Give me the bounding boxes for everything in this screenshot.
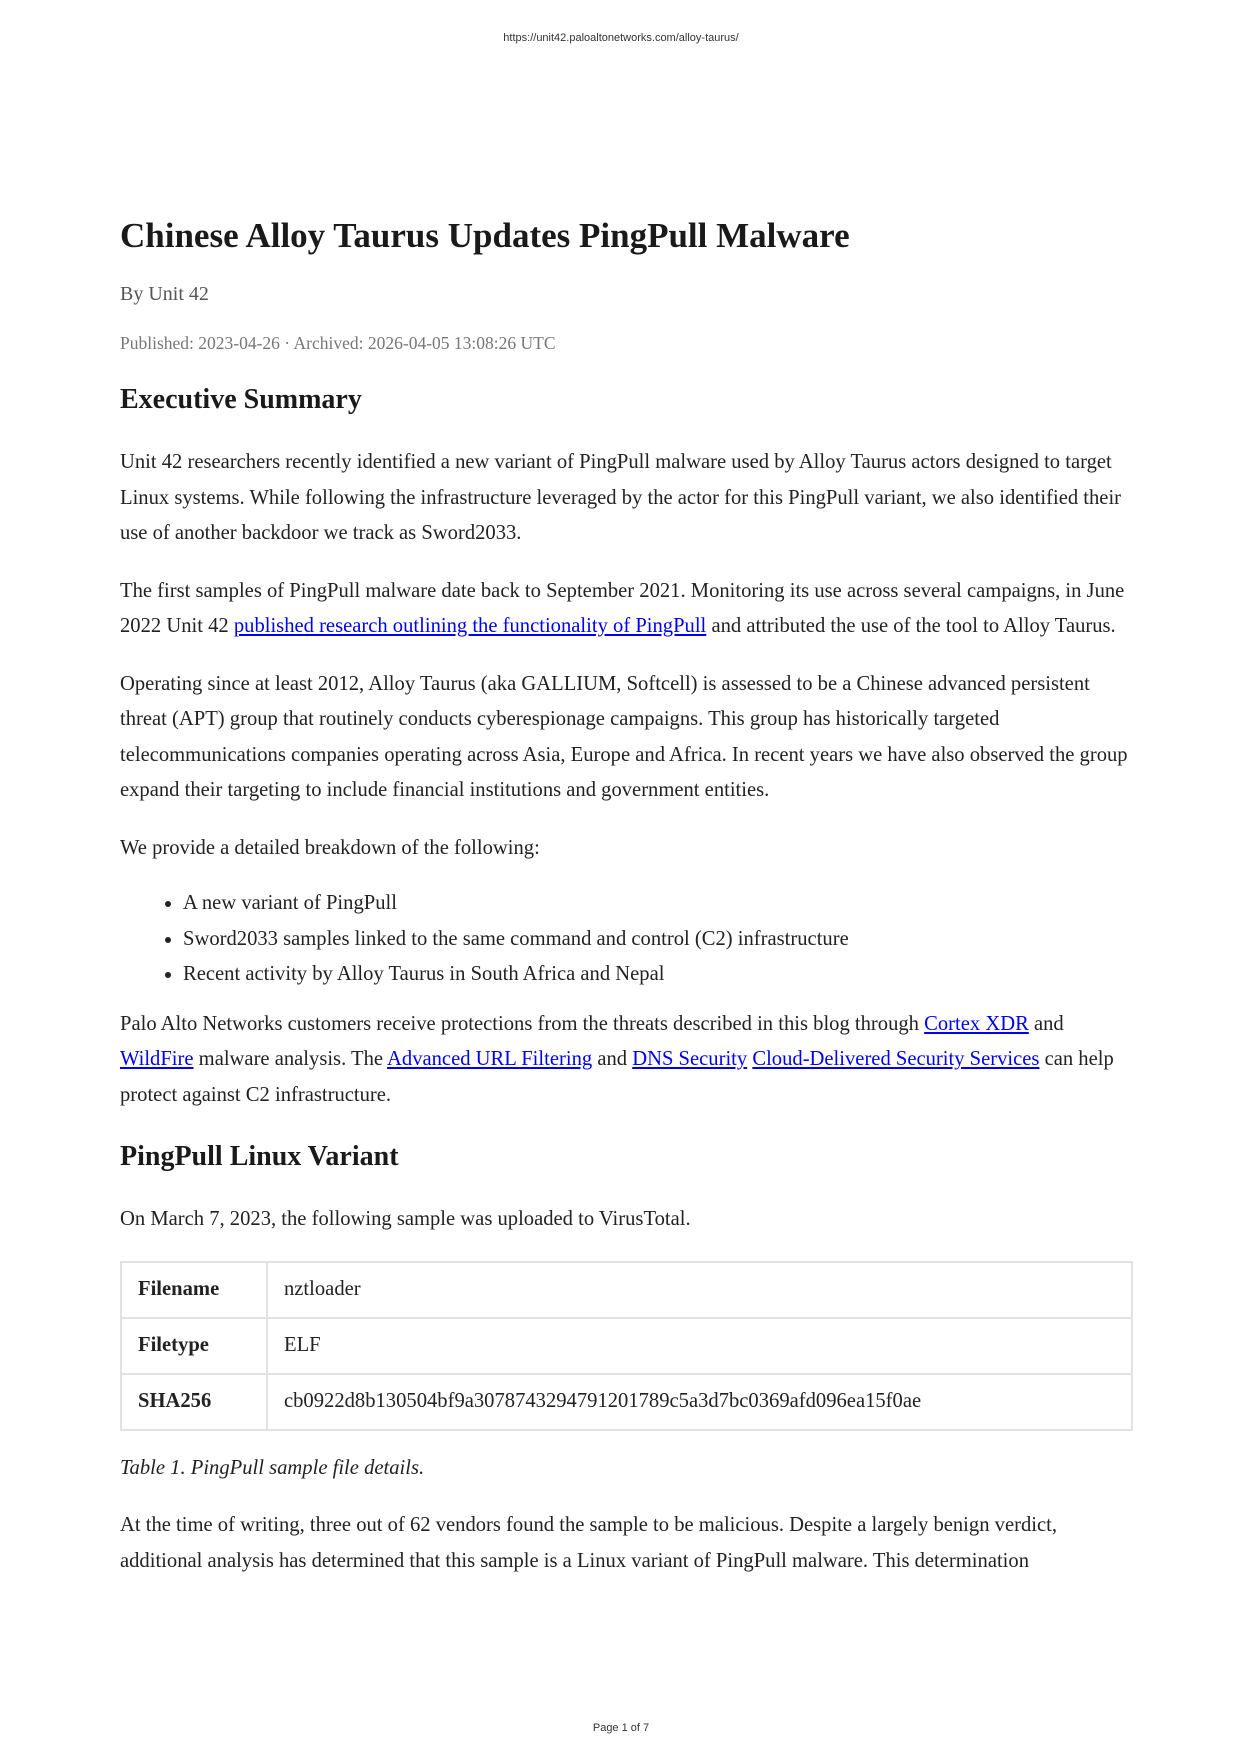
table-value: nztloader <box>267 1262 1132 1318</box>
table-row <box>121 1374 1132 1430</box>
table-caption: Table 1. PingPull sample file details. <box>120 1456 425 1479</box>
page-number: Page 1 of 7 <box>592 1722 650 1734</box>
paragraph: Unit 42 researchers recently identified a new variant of PingPull malware used by Alloy Taurus actors designed to target Linux systems. While following the infrastructure leveraged by the actor for this PingPull variant, we also identified their use of another backdoor we track as Sword2033. <box>120 451 1122 544</box>
text: malware analysis. The <box>193 1048 388 1070</box>
text: The first samples of PingPull malware date back to September 2021. Monitoring its use across several campaigns, in June 2022 Unit 42 <box>120 579 1125 637</box>
wildfire-link[interactable]: WildFire <box>120 1048 194 1070</box>
publish-meta: Published: 2023-04-26 · Archived: 2026-04-05 13:08:26 UTC <box>120 333 556 353</box>
text: can help protect against C2 infrastructure. <box>120 1048 1114 1106</box>
table-row <box>121 1262 1132 1318</box>
bullet-list <box>120 886 1134 993</box>
dns-security-link[interactable]: DNS Security <box>632 1048 748 1070</box>
list-item: • A new variant of PingPull <box>183 886 1134 922</box>
table-row <box>121 1318 1132 1374</box>
list-item: • Sword2033 samples linked to the same command and control (C2) infrastructure <box>183 922 1134 958</box>
paragraph: We provide a detailed breakdown of the following: <box>120 836 540 859</box>
advanced-url-filtering-link[interactable]: Advanced URL Filtering <box>387 1048 593 1070</box>
table-key: Filetype <box>121 1318 267 1374</box>
paragraph: On March 7, 2023, the following sample was uploaded to VirusTotal. <box>120 1208 691 1230</box>
text: Palo Alto Networks customers receive protections from the threats described in this blog through <box>120 1012 925 1035</box>
list-item: • Recent activity by Alloy Taurus in South Africa and Nepal <box>183 957 1134 993</box>
article-title: Chinese Alloy Taurus Updates PingPull Malware <box>120 216 850 255</box>
text: and <box>1028 1012 1064 1035</box>
text: and attributed the use of the tool to Alloy Taurus. <box>706 615 1116 637</box>
cortex-xdr-link[interactable]: Cortex XDR <box>924 1012 1029 1035</box>
paragraph: At the time of writing, three out of 62 vendors found the sample to be malicious. Despite a largely benign verdict, additional analysis has determined that this sample is a Linux variant of PingPull malware. This determination <box>120 1514 1057 1572</box>
heading-executive-summary: Executive Summary <box>120 384 362 415</box>
sample-details-table <box>120 1261 1133 1431</box>
paragraph <box>120 574 1134 645</box>
text: and <box>592 1048 633 1070</box>
byline: By Unit 42 <box>120 283 209 305</box>
table-value: cb0922d8b130504bf9a3078743294791201789c5a3d7bc0369afd096ea15f0ae <box>267 1374 1132 1430</box>
paragraph <box>120 1007 1134 1114</box>
paragraph: Operating since at least 2012, Alloy Taurus (aka GALLIUM, Softcell) is assessed to be a Chinese advanced persistent threat (APT) group that routinely conducts cyberespionage campaigns. This group has historically targeted telecommunications companies operating across Asia, Europe and Africa. In recent years we have also observed the group expand their targeting to include financial institutions and government entities. <box>120 672 1128 801</box>
heading-pingpull-linux-variant: PingPull Linux Variant <box>120 1141 399 1172</box>
table-key: Filename <box>121 1262 267 1318</box>
table-value: ELF <box>267 1318 1132 1374</box>
article <box>120 212 1134 1579</box>
page-url: https://unit42.paloaltonetworks.com/alloy-taurus/ <box>503 32 739 44</box>
table-key: SHA256 <box>121 1374 267 1430</box>
cloud-delivered-security-link[interactable]: Cloud-Delivered Security Services <box>752 1048 1040 1070</box>
pingpull-research-link[interactable]: published research outlining the functionality of PingPull <box>233 615 707 637</box>
